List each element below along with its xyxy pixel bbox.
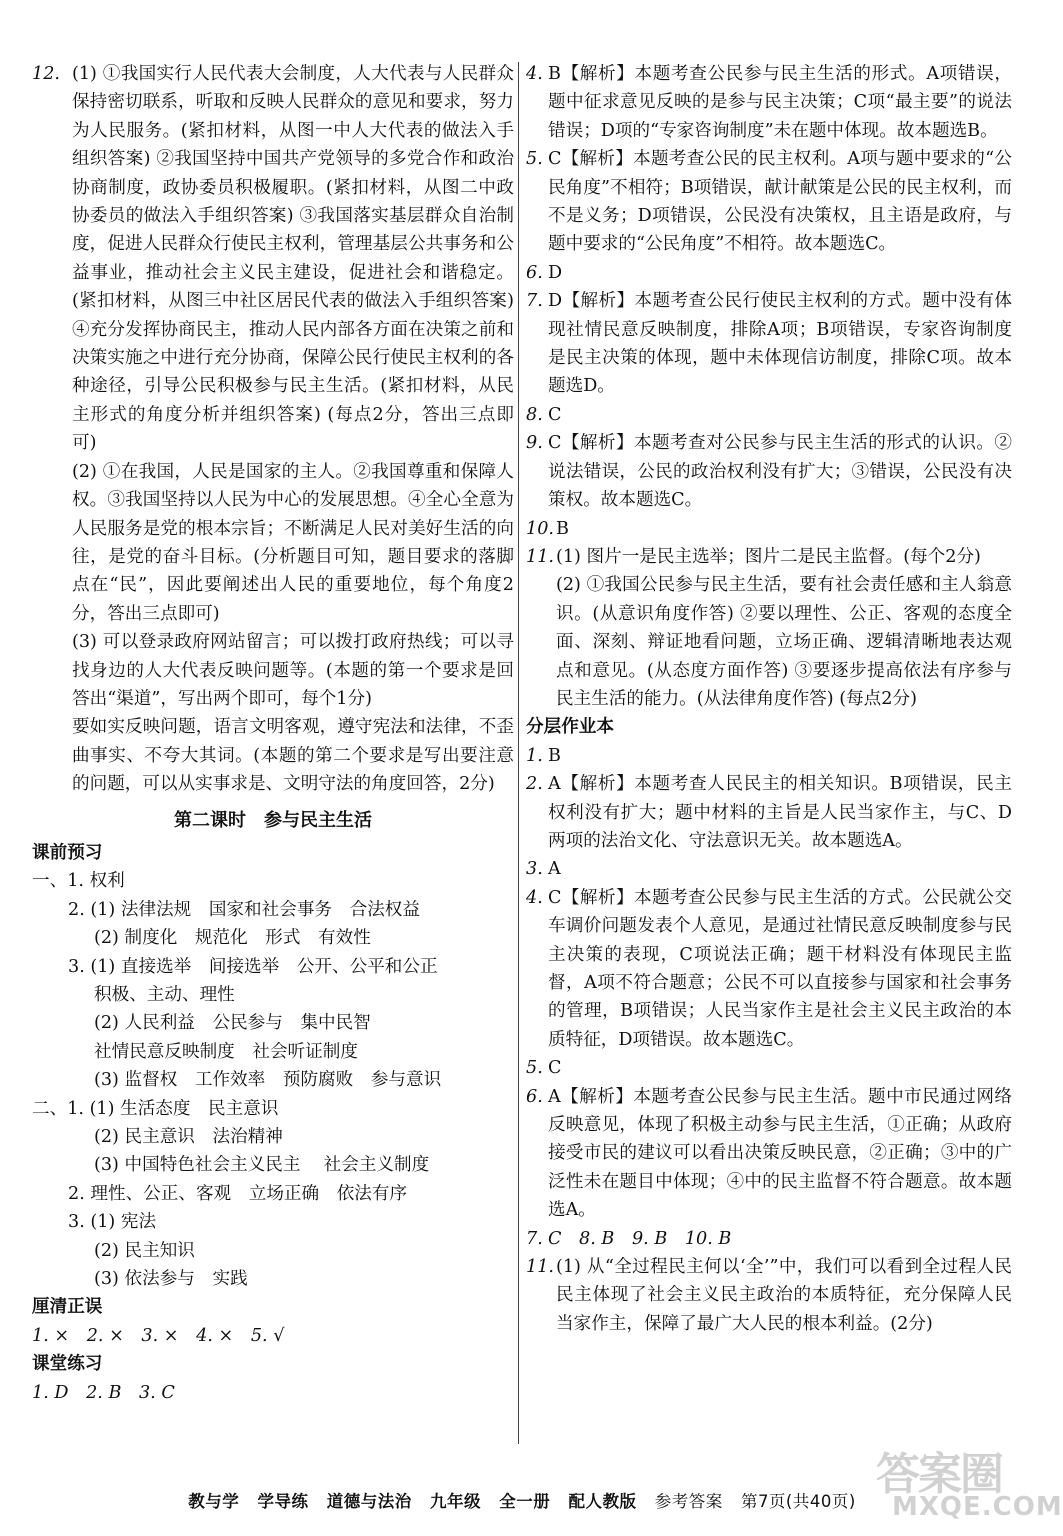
question-number: 7. (526, 291, 543, 312)
question-12 (32, 60, 514, 458)
answer-item (526, 259, 1012, 287)
column-divider (518, 62, 519, 1444)
classwork-answers: 1. D 2. B 3. C (32, 1382, 175, 1403)
preview-row: (2) 人民利益 公民参与 集中民智 (94, 1013, 371, 1034)
section-heading-classwork: 课堂练习 (32, 1354, 103, 1375)
watermark-text-en: MXQE.COM (892, 1492, 1063, 1522)
footer-edition: 配人教版 (568, 1492, 637, 1511)
question-number: 11. (526, 546, 554, 567)
answer-text: 要如实反映问题，语言文明客观，遵守宪法和法律，不歪曲事实、不夸大其词。(本题的第二个要求是写出要注意的问题，可以从实事求是、文明守法的角度回答，2分) (72, 717, 514, 795)
preview-row: 3. (1) 直接选举 间接选举 公开、公平和公正 (68, 956, 438, 977)
answer-text: D【解析】本题考查公民行使民主权利的方式。题中没有体现社情民意反映制度，排除A项；B项错误，专家咨询制度是民主决策的体现，题中未体现信访制度，排除C项。故本题选D。 (548, 291, 1012, 397)
answer-text: (1) 从“全过程民主何以‘全’”中，我们可以看到全过程人民民主体现了社会主义民主政治的本质特征，充分保障人民当家作主，保障了最广大人民的根本利益。(2分) (556, 1257, 1012, 1334)
question-number: 4. (526, 64, 543, 84)
question-number: 6. (526, 1086, 543, 1107)
answer-text: C【解析】本题考查对公民参与民主生活的形式的认识。②说法错误，公民的政治权利没有扩大；③错误，公民没有决策权。故本题选C。 (548, 433, 1012, 511)
footer-subject: 道德与法治 (326, 1492, 412, 1511)
correction-answers: 1. × 2. × 3. × 4. × 5. √ (32, 1325, 285, 1346)
footer-brand: 教与学 (188, 1492, 240, 1511)
answer-item (526, 429, 1012, 514)
answer-text: B (556, 518, 569, 539)
preview-answers (32, 867, 514, 1293)
answer-item (526, 145, 1012, 259)
question-number: 8. (526, 404, 543, 425)
answer-item (526, 884, 1012, 1054)
answer-item (526, 543, 1012, 571)
preview-row: (2) 民主意识 法治精神 (94, 1127, 283, 1148)
preview-row: 2. (1) 法律法规 国家和社会事务 合法权益 (68, 899, 420, 920)
preview-row: 社情民意反映制度 社会听证制度 (94, 1041, 358, 1062)
answer-item (526, 1083, 1012, 1225)
right-column (526, 60, 1012, 1338)
answer-item (526, 1225, 1012, 1253)
answer-text: B (548, 745, 561, 766)
question-number: 9. (526, 433, 543, 454)
lesson-title: 第二课时 参与民主生活 (174, 809, 372, 831)
answer-item (526, 1054, 1012, 1082)
page-number: 第7页(共40页) (740, 1492, 856, 1511)
answer-text: (2) ①我国公民参与民主生活，要有社会责任感和主人翁意识。(从意识角度作答) ②要以理性、公正、客观的态度全面、深刻、辩证地看问题，立场正确、逻辑清晰地表达观点和意见。(从态度方面作答) ③要逐步提高依法有序参与民主生活的能力。(从法律角度作答) (每点2分) (556, 575, 1012, 709)
question-number: 4. (526, 887, 543, 908)
answer-item (526, 287, 1012, 401)
answer-text: C【解析】本题考查公民的民主权利。A项与题中要求的“公民角度”不相符；B项错误，献计献策是公民的民主权利，而不是义务；D项错误，公民没有决策权，且主语是政府，与题中要求的“公民角度”不相符。故本题选C。 (548, 149, 1012, 255)
preview-row: 2. 理性、公正、客观 立场正确 依法有序 (68, 1183, 408, 1204)
preview-row: 二、1. (1) 生活态度 民主意识 (32, 1098, 279, 1119)
page-footer (32, 1488, 1012, 1512)
answer-text: A【解析】本题考查人民民主的相关知识。B项错误，民主权利没有扩大；题中材料的主旨是人民当家作主，与C、D两项的法治文化、守法意识无关。故本题选A。 (548, 774, 1012, 851)
preview-row: (2) 民主知识 (94, 1240, 195, 1261)
answer-text: (1) 图片一是民主选举；图片二是民主监督。(每个2分) (556, 546, 981, 567)
left-column (32, 60, 514, 1407)
footer-section: 参考答案 (654, 1492, 723, 1511)
answer-item (526, 60, 1012, 145)
answer-item (526, 742, 1012, 770)
answer-text: B【解析】本题考查公民参与民主生活的形式。A项错误，题中征求意见反映的是参与民主决策；C项“最主要”的说法错误；D项的“专家咨询制度”未在题中体现。故本题选B。 (548, 64, 1012, 141)
answer-item (526, 515, 1012, 543)
answer-item (526, 770, 1012, 855)
answer-item (526, 1253, 1012, 1338)
answer-text: D (548, 262, 563, 283)
question-number: 10. (526, 518, 554, 539)
question-number: 11. (526, 1257, 554, 1278)
question-number: 3. (526, 859, 543, 880)
question-number: 6. (526, 262, 543, 283)
preview-row: 积极、主动、理性 (94, 985, 235, 1005)
answer-text: A【解析】本题考查公民参与民主生活。题中市民通过网络反映意见，体现了积极主动参与民主生活，①正确；从政府接受市民的建议可以看出决策反映民意，②正确；③中的广泛性未在题目中体现；④中的民主监督不符合题意。故本题选A。 (548, 1086, 1012, 1221)
preview-row: (3) 依法参与 实践 (94, 1269, 248, 1290)
answer-item (526, 401, 1012, 429)
answer-text: C 8. B 9. B 10. B (548, 1228, 732, 1249)
preview-row: (3) 中国特色社会主义民主 社会主义制度 (94, 1155, 430, 1176)
answer-text: (2) ①在我国，人民是国家的主人。②我国尊重和保障人权。③我国坚持以人民为中心的发展思想。④全心全意为人民服务是党的根本宗旨；不断满足人民对美好生活的向往，是党的奋斗目标。(分析题目可知，题目要求的落脚点在“民”，因此要阐述出人民的重要地位，每个角度2分，答出三点即可) (72, 461, 514, 624)
preview-row: (2) 制度化 规范化 形式 有效性 (94, 928, 371, 949)
question-number: 2. (526, 774, 543, 795)
question-number: 5. (526, 149, 543, 170)
answer-item (526, 855, 1012, 883)
question-number: 12. (32, 64, 60, 84)
watermark-text-cn: 答案圈 (876, 1449, 1002, 1500)
watermark-logo (872, 1438, 1063, 1530)
preview-row: 3. (1) 宪法 (68, 1212, 157, 1233)
question-number: 7. (526, 1228, 543, 1249)
answer-text: (1) ①我国实行人民代表大会制度，人大代表与人民群众保持密切联系，听取和反映人民群众的意见和要求，努力为人民服务。(紧扣材料，从图一中人大代表的做法入手组织答案) ②我国坚持中国共产党领导的多党合作和政治协商制度，政协委员积极履职。(紧扣材料，从图二中政协委员的做法入手组织答案) ③我国落实基层群众自治制度，促进人民群众行使民主权利，管理基层公共事务和公益事业，推动社会主义民主建设，促进社会和谐稳定。(紧扣材料，从图三中社区居民代表的做法入手组织答案) ④充分发挥协商民主，推动人民内部各方面在决策之前和决策实施之中进行充分协商，保障公民行使民主权利的各种途径，引导公民积极参与民主生活。(紧扣材料，从民主形式的角度分析并组织答案) (每点2分，答出三点即可) (72, 64, 514, 454)
section-heading-homework: 分层作业本 (526, 717, 614, 738)
answer-text: A (548, 859, 561, 880)
question-number: 1. (526, 745, 543, 766)
footer-grade: 九年级 (429, 1492, 481, 1511)
answer-text: C (548, 404, 562, 425)
preview-row: 一、1. 权利 (32, 871, 125, 892)
footer-volume: 全一册 (499, 1492, 551, 1511)
preview-row: (3) 监督权 工作效率 预防腐败 参与意识 (94, 1070, 442, 1091)
footer-series: 学导练 (257, 1492, 309, 1511)
answer-text: C (548, 1058, 562, 1079)
section-heading-preview: 课前预习 (32, 842, 103, 863)
answer-text: C【解析】本题考查公民参与民主生活的方式。公民就公交车调价问题发表个人意见，是通过社情民意反映制度参与民主决策的表现，C项说法正确；题干材料没有体现民主监督，A项不符合题意；公民不可以直接参与国家和社会事务的管理，B项错误；人民当家作主是社会主义民主政治的本质特征，D项错误。故本题选C。 (548, 887, 1012, 1050)
answer-text: (3) 可以登录政府网站留言；可以拨打政府热线；可以寻找身边的人大代表反映问题等。(本题的第一个要求是回答出“渠道”，写出两个即可，每个1分) (72, 632, 514, 709)
question-number: 5. (526, 1058, 543, 1079)
section-heading-correction: 厘清正误 (32, 1297, 103, 1318)
